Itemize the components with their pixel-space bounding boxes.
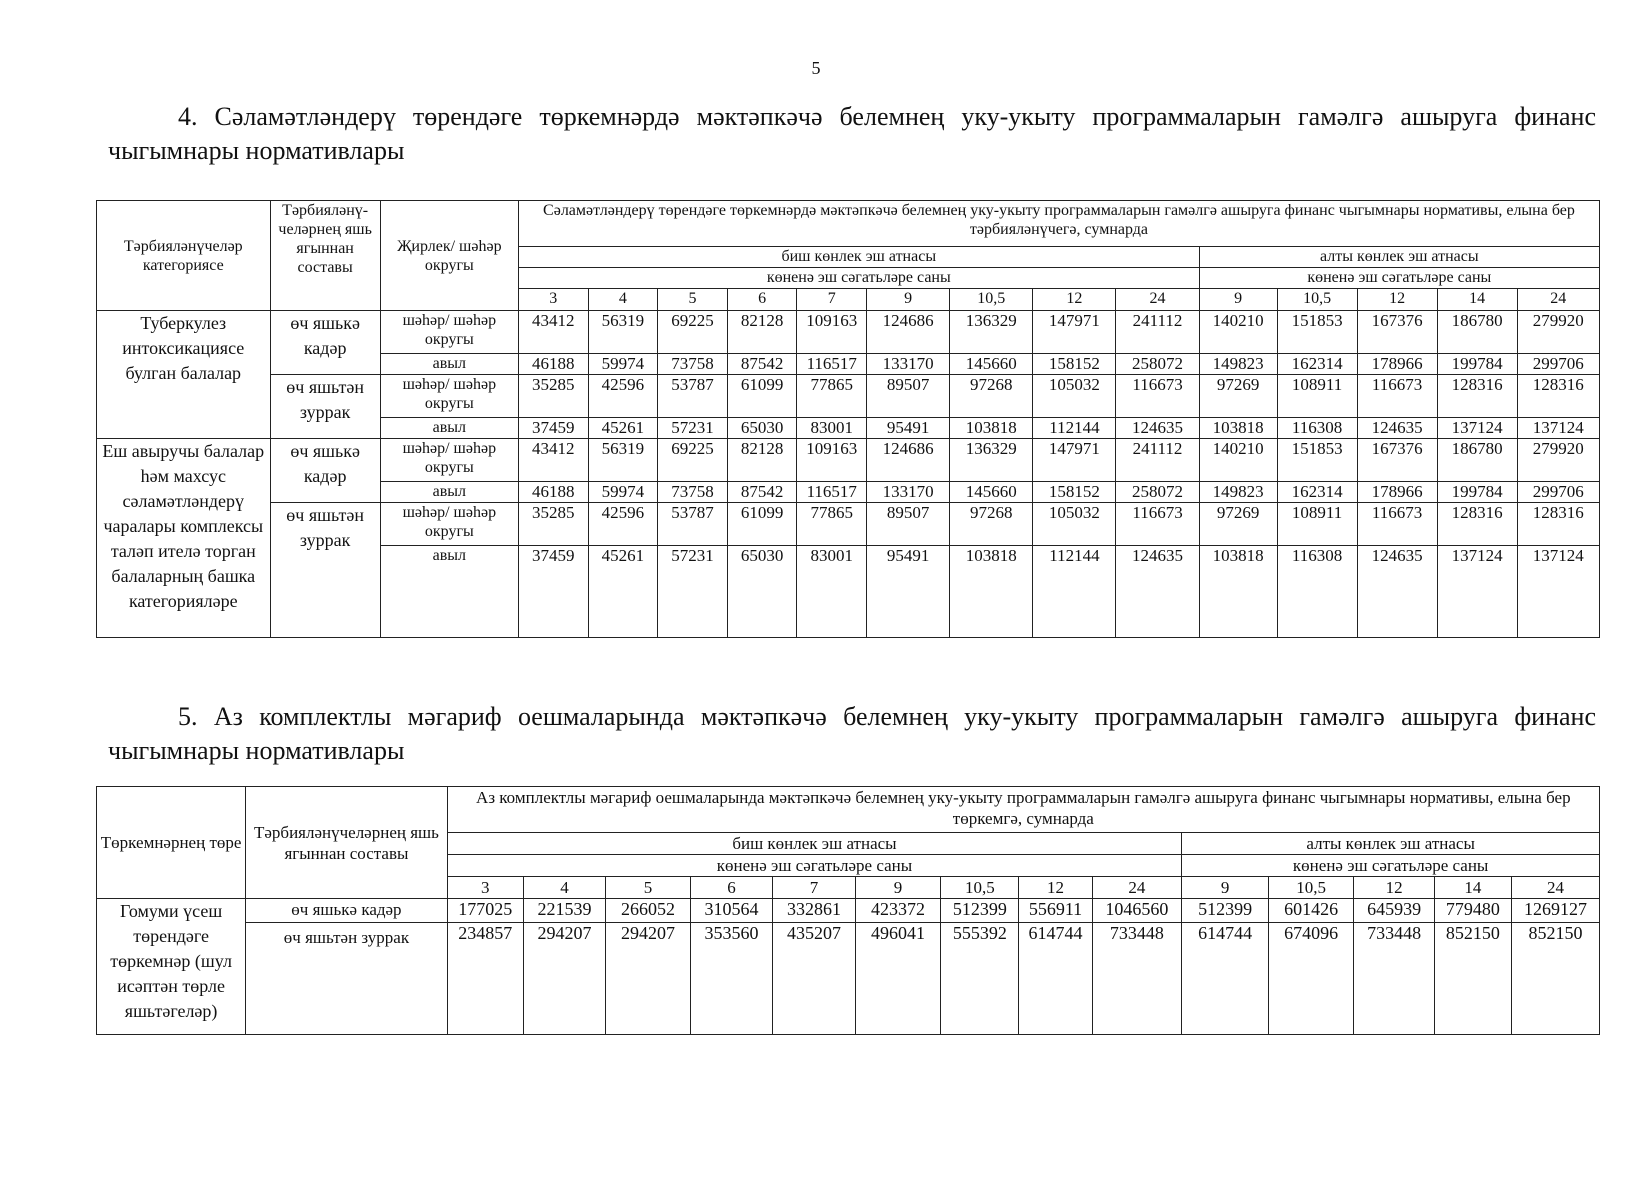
section-4-table: [96, 200, 1600, 638]
value-cell: 95491: [867, 418, 950, 439]
value-cell: 124635: [1357, 546, 1437, 638]
value-cell: 266052: [606, 899, 691, 923]
value-cell: 614744: [1019, 923, 1092, 1035]
value-cell: 137124: [1517, 546, 1599, 638]
value-cell: 299706: [1517, 482, 1599, 503]
six-day-week-header: алты көнлек эш атнасы: [1182, 833, 1600, 855]
value-cell: 555392: [941, 923, 1019, 1035]
hours-col-six: 12: [1357, 289, 1437, 311]
value-cell: 149823: [1199, 354, 1277, 375]
value-cell: 57231: [658, 546, 728, 638]
hours-col-five: 10,5: [950, 289, 1033, 311]
six-day-week-header: алты көнлек эш атнасы: [1199, 247, 1599, 268]
hours-col-five: 6: [727, 289, 797, 311]
five-day-week-header: биш көнлек эш атнасы: [518, 247, 1199, 268]
value-cell: 124635: [1357, 418, 1437, 439]
value-cell: 221539: [523, 899, 605, 923]
hours-col-six: 10,5: [1277, 289, 1357, 311]
value-cell: 89507: [867, 375, 950, 418]
value-cell: 103818: [1199, 418, 1277, 439]
value-cell: 151853: [1277, 311, 1357, 354]
value-cell: 674096: [1268, 923, 1354, 1035]
value-cell: 42596: [588, 375, 658, 418]
value-cell: 69225: [658, 311, 728, 354]
section-4-heading: 4. Сәламәтләндерү төрендәге төркемнәрдә мәктәпкәчә белемнең уку-укыту программаларын гамәлгә ашыруга финанс чыгымнары нормативлары: [108, 102, 1596, 165]
value-cell: 136329: [950, 439, 1033, 482]
value-cell: 147971: [1033, 439, 1116, 482]
value-cell: 140210: [1199, 311, 1277, 354]
value-cell: 87542: [727, 482, 797, 503]
value-cell: 733448: [1354, 923, 1434, 1035]
value-cell: 116673: [1357, 503, 1437, 546]
value-cell: 234857: [447, 923, 523, 1035]
value-cell: 145660: [950, 482, 1033, 503]
value-cell: 353560: [690, 923, 772, 1035]
hours-col-five: 6: [690, 877, 772, 899]
value-cell: 116673: [1357, 375, 1437, 418]
value-cell: 241112: [1116, 439, 1199, 482]
value-cell: 59974: [588, 354, 658, 375]
hours-col-five: 7: [797, 289, 867, 311]
value-cell: 105032: [1033, 503, 1116, 546]
value-cell: 137124: [1517, 418, 1599, 439]
value-cell: 435207: [773, 923, 855, 1035]
value-cell: 45261: [588, 418, 658, 439]
value-cell: 37459: [518, 546, 588, 638]
value-cell: 186780: [1437, 439, 1517, 482]
value-cell: 137124: [1437, 546, 1517, 638]
value-cell: 852150: [1434, 923, 1511, 1035]
hours-col-six: 24: [1517, 289, 1599, 311]
group-type-cell: Гомуми үсеш төрендәге төркемнәр (шул исәптән төрле яшьтәгеләр): [97, 899, 246, 1035]
value-cell: 852150: [1512, 923, 1600, 1035]
value-cell: 241112: [1116, 311, 1199, 354]
category-cell: Туберкулез интоксикациясе булган балалар: [97, 311, 271, 439]
value-cell: 145660: [950, 354, 1033, 375]
value-cell: 512399: [1182, 899, 1269, 923]
value-cell: 103818: [950, 546, 1033, 638]
value-cell: 112144: [1033, 546, 1116, 638]
value-cell: 108911: [1277, 375, 1357, 418]
value-cell: 108911: [1277, 503, 1357, 546]
group-type-header: Төркемнәрнең төре: [97, 787, 246, 899]
value-cell: 87542: [727, 354, 797, 375]
hours-col-six: 10,5: [1268, 877, 1354, 899]
value-cell: 109163: [797, 439, 867, 482]
hours-col-five: 4: [588, 289, 658, 311]
hours-six-header: көненә эш сәгатьләре саны: [1199, 268, 1599, 289]
age-cell: өч яшьтән зуррак: [246, 923, 447, 1035]
value-cell: 112144: [1033, 418, 1116, 439]
value-cell: 61099: [727, 375, 797, 418]
value-cell: 137124: [1437, 418, 1517, 439]
page-number: 5: [811, 58, 821, 78]
hours-col-six: 24: [1512, 877, 1600, 899]
value-cell: 73758: [658, 354, 728, 375]
value-cell: 42596: [588, 503, 658, 546]
norm-header: Аз комплектлы мәгариф оешмаларында мәктәпкәчә белемнең уку-укыту программаларын гамәлгә ашыруга финанс чыгымнары нормативы, елына бер төркемгә, сумнарда: [447, 787, 1599, 833]
value-cell: 65030: [727, 418, 797, 439]
age-cell: өч яшькә кадәр: [270, 439, 380, 503]
value-cell: 116673: [1116, 503, 1199, 546]
value-cell: 56319: [588, 311, 658, 354]
value-cell: 186780: [1437, 311, 1517, 354]
age-cell: өч яшькә кадәр: [270, 311, 380, 375]
value-cell: 133170: [867, 482, 950, 503]
value-cell: 89507: [867, 503, 950, 546]
value-cell: 258072: [1116, 482, 1199, 503]
value-cell: 46188: [518, 482, 588, 503]
value-cell: 124686: [867, 439, 950, 482]
value-cell: 77865: [797, 375, 867, 418]
hours-col-six: 14: [1437, 289, 1517, 311]
hours-col-five: 24: [1092, 877, 1182, 899]
age-cell: өч яшькә кадәр: [246, 899, 447, 923]
location-cell: авыл: [380, 546, 518, 638]
value-cell: 77865: [797, 503, 867, 546]
value-cell: 128316: [1437, 375, 1517, 418]
value-cell: 65030: [727, 546, 797, 638]
value-cell: 310564: [690, 899, 772, 923]
location-cell: авыл: [380, 482, 518, 503]
value-cell: 147971: [1033, 311, 1116, 354]
value-cell: 46188: [518, 354, 588, 375]
value-cell: 116308: [1277, 546, 1357, 638]
value-cell: 53787: [658, 503, 728, 546]
value-cell: 167376: [1357, 311, 1437, 354]
value-cell: 124635: [1116, 546, 1199, 638]
value-cell: 95491: [867, 546, 950, 638]
hours-col-six: 9: [1182, 877, 1269, 899]
location-header: Җирлек/ шәһәр округы: [380, 201, 518, 311]
value-cell: 82128: [727, 439, 797, 482]
value-cell: 258072: [1116, 354, 1199, 375]
value-cell: 109163: [797, 311, 867, 354]
hours-col-five: 9: [867, 289, 950, 311]
value-cell: 162314: [1277, 354, 1357, 375]
value-cell: 69225: [658, 439, 728, 482]
hours-five-header: көненә эш сәгатьләре саны: [447, 855, 1182, 877]
value-cell: 35285: [518, 503, 588, 546]
category-cell: Еш авыручы балалар һәм махсус сәламәтләндерү чаралары комплексы таләп ителә торган балаларның башка категорияләре: [97, 439, 271, 638]
value-cell: 158152: [1033, 482, 1116, 503]
value-cell: 178966: [1357, 482, 1437, 503]
value-cell: 82128: [727, 311, 797, 354]
value-cell: 45261: [588, 546, 658, 638]
value-cell: 116517: [797, 354, 867, 375]
value-cell: 128316: [1517, 503, 1599, 546]
value-cell: 83001: [797, 418, 867, 439]
value-cell: 158152: [1033, 354, 1116, 375]
hours-col-five: 5: [658, 289, 728, 311]
value-cell: 103818: [1199, 546, 1277, 638]
section-5-table: [96, 786, 1600, 1035]
hours-col-five: 7: [773, 877, 855, 899]
value-cell: 279920: [1517, 311, 1599, 354]
value-cell: 512399: [941, 899, 1019, 923]
value-cell: 59974: [588, 482, 658, 503]
value-cell: 97268: [950, 375, 1033, 418]
value-cell: 124686: [867, 311, 950, 354]
value-cell: 116308: [1277, 418, 1357, 439]
value-cell: 167376: [1357, 439, 1437, 482]
value-cell: 332861: [773, 899, 855, 923]
location-cell: авыл: [380, 418, 518, 439]
hours-col-five: 9: [855, 877, 941, 899]
value-cell: 299706: [1517, 354, 1599, 375]
value-cell: 294207: [523, 923, 605, 1035]
value-cell: 83001: [797, 546, 867, 638]
hours-col-six: 12: [1354, 877, 1434, 899]
hours-col-five: 24: [1116, 289, 1199, 311]
age-header: Тәрбияләнү-челәрнең яшь ягыннан составы: [270, 201, 380, 311]
hours-six-header: көненә эш сәгатьләре саны: [1182, 855, 1600, 877]
value-cell: 1046560: [1092, 899, 1182, 923]
value-cell: 57231: [658, 418, 728, 439]
value-cell: 35285: [518, 375, 588, 418]
category-header: Тәрбияләнүчеләр категориясе: [97, 201, 271, 311]
hours-col-five: 10,5: [941, 877, 1019, 899]
value-cell: 97269: [1199, 375, 1277, 418]
value-cell: 177025: [447, 899, 523, 923]
value-cell: 149823: [1199, 482, 1277, 503]
location-cell: шәһәр/ шәһәр округы: [380, 439, 518, 482]
value-cell: 128316: [1437, 503, 1517, 546]
value-cell: 97268: [950, 503, 1033, 546]
location-cell: шәһәр/ шәһәр округы: [380, 311, 518, 354]
value-cell: 43412: [518, 311, 588, 354]
section-5-heading: 5. Аз комплектлы мәгариф оешмаларында мәктәпкәчә белемнең уку-укыту программаларын гамәлгә ашыруга финанс чыгымнары нормативлары: [108, 702, 1596, 765]
value-cell: 37459: [518, 418, 588, 439]
hours-col-five: 12: [1033, 289, 1116, 311]
value-cell: 556911: [1019, 899, 1092, 923]
value-cell: 43412: [518, 439, 588, 482]
value-cell: 116517: [797, 482, 867, 503]
age-cell: өч яшьтән зуррак: [270, 503, 380, 638]
value-cell: 97269: [1199, 503, 1277, 546]
value-cell: 133170: [867, 354, 950, 375]
location-cell: шәһәр/ шәһәр округы: [380, 375, 518, 418]
value-cell: 73758: [658, 482, 728, 503]
five-day-week-header: биш көнлек эш атнасы: [447, 833, 1182, 855]
value-cell: 496041: [855, 923, 941, 1035]
value-cell: 53787: [658, 375, 728, 418]
hours-col-five: 3: [518, 289, 588, 311]
value-cell: 733448: [1092, 923, 1182, 1035]
value-cell: 140210: [1199, 439, 1277, 482]
hours-col-six: 9: [1199, 289, 1277, 311]
hours-five-header: көненә эш сәгатьләре саны: [518, 268, 1199, 289]
age-cell: өч яшьтән зуррак: [270, 375, 380, 439]
value-cell: 151853: [1277, 439, 1357, 482]
value-cell: 423372: [855, 899, 941, 923]
norm-header: Сәламәтләндерү төрендәге төркемнәрдә мәктәпкәчә белемнең уку-укыту программаларын гамәлгә ашыруга финанс чыгымнары нормативы, елына бер тәрбияләнүчегә, сумнарда: [518, 201, 1599, 247]
value-cell: 1269127: [1512, 899, 1600, 923]
value-cell: 294207: [606, 923, 691, 1035]
value-cell: 199784: [1437, 354, 1517, 375]
location-cell: шәһәр/ шәһәр округы: [380, 503, 518, 546]
value-cell: 279920: [1517, 439, 1599, 482]
value-cell: 779480: [1434, 899, 1511, 923]
value-cell: 162314: [1277, 482, 1357, 503]
value-cell: 103818: [950, 418, 1033, 439]
hours-col-five: 12: [1019, 877, 1092, 899]
value-cell: 136329: [950, 311, 1033, 354]
location-cell: авыл: [380, 354, 518, 375]
hours-col-five: 3: [447, 877, 523, 899]
age-header: Тәрбияләнүчеләрнең яшь ягыннан составы: [246, 787, 447, 899]
value-cell: 645939: [1354, 899, 1434, 923]
value-cell: 128316: [1517, 375, 1599, 418]
value-cell: 105032: [1033, 375, 1116, 418]
value-cell: 614744: [1182, 923, 1269, 1035]
value-cell: 178966: [1357, 354, 1437, 375]
value-cell: 56319: [588, 439, 658, 482]
hours-col-six: 14: [1434, 877, 1511, 899]
value-cell: 116673: [1116, 375, 1199, 418]
hours-col-five: 4: [523, 877, 605, 899]
value-cell: 601426: [1268, 899, 1354, 923]
hours-col-five: 5: [606, 877, 691, 899]
value-cell: 61099: [727, 503, 797, 546]
value-cell: 199784: [1437, 482, 1517, 503]
value-cell: 124635: [1116, 418, 1199, 439]
